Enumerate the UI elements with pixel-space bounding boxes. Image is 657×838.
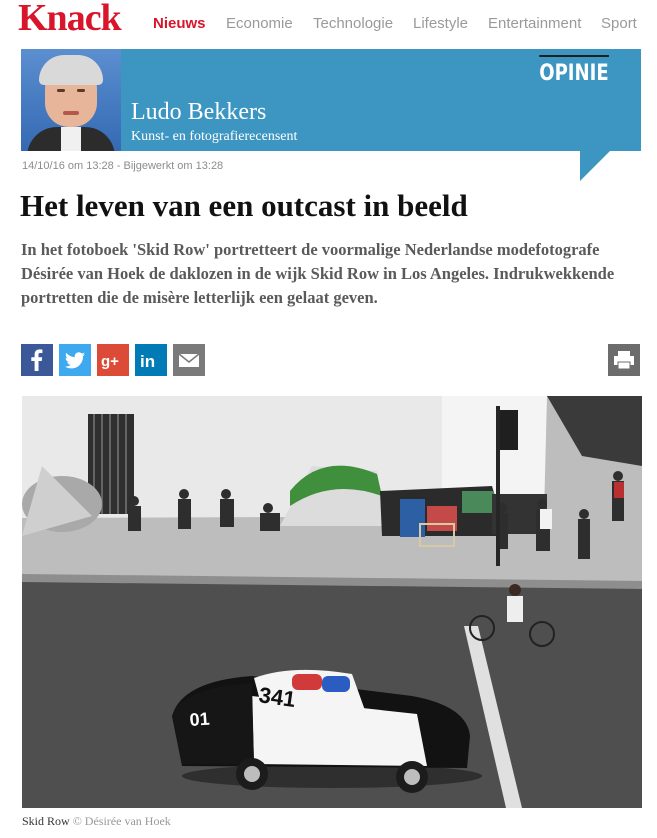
caption-title: Skid Row <box>22 814 70 828</box>
author-name[interactable]: Ludo Bekkers <box>131 99 267 125</box>
print-button[interactable] <box>608 344 640 376</box>
top-navigation <box>0 0 657 46</box>
car-hood-number: 01 <box>188 708 211 730</box>
nav-item-lifestyle[interactable]: Lifestyle <box>413 15 469 32</box>
banner-speech-tail <box>580 151 610 181</box>
svg-text:g+: g+ <box>101 353 119 370</box>
nav-item-entertainment[interactable]: Entertainment <box>488 15 582 32</box>
twitter-share-button[interactable] <box>59 344 91 376</box>
facebook-share-button[interactable] <box>21 344 53 376</box>
nav-item-nieuws[interactable]: Nieuws <box>153 15 206 32</box>
print-icon <box>608 344 640 376</box>
mail-icon <box>173 344 205 376</box>
car-roof-number: 341 <box>257 682 298 713</box>
linkedin-icon <box>135 344 167 376</box>
nav-item-economie[interactable]: Economie <box>226 15 293 32</box>
opinion-label: OPINIE <box>540 55 609 86</box>
skid-row-photo <box>22 396 642 808</box>
nav-item-sport[interactable]: Sport <box>601 15 637 32</box>
google-plus-share-button[interactable] <box>97 344 129 376</box>
article-timestamp: 14/10/16 om 13:28 - Bijgewerkt om 13:28 <box>22 160 224 172</box>
google-plus-icon <box>97 344 129 376</box>
article-lead: In het fotoboek 'Skid Row' portretteert de voormalige Nederlandse modefotografe Désirée van Hoek de daklozen in de wijk Skid Row in Los Angeles. Indrukwekkende portretten die de misère letterlijk een gelaat geven. <box>21 240 615 307</box>
nav-item-technologie[interactable]: Technologie <box>313 15 394 32</box>
site-logo[interactable]: Knack <box>18 0 121 39</box>
twitter-icon <box>59 344 91 376</box>
facebook-icon <box>21 344 53 376</box>
opinion-banner <box>21 49 641 151</box>
article-title: Het leven van een outcast in beeld <box>20 188 468 223</box>
photo-caption <box>22 814 171 829</box>
linkedin-share-button[interactable] <box>135 344 167 376</box>
author-role: Kunst- en fotografierecensent <box>131 129 298 144</box>
author-avatar[interactable] <box>21 49 121 151</box>
article-photo[interactable] <box>22 396 642 808</box>
email-share-button[interactable] <box>173 344 205 376</box>
caption-credit: © Désirée van Hoek <box>72 814 171 828</box>
svg-text:in: in <box>140 352 156 371</box>
